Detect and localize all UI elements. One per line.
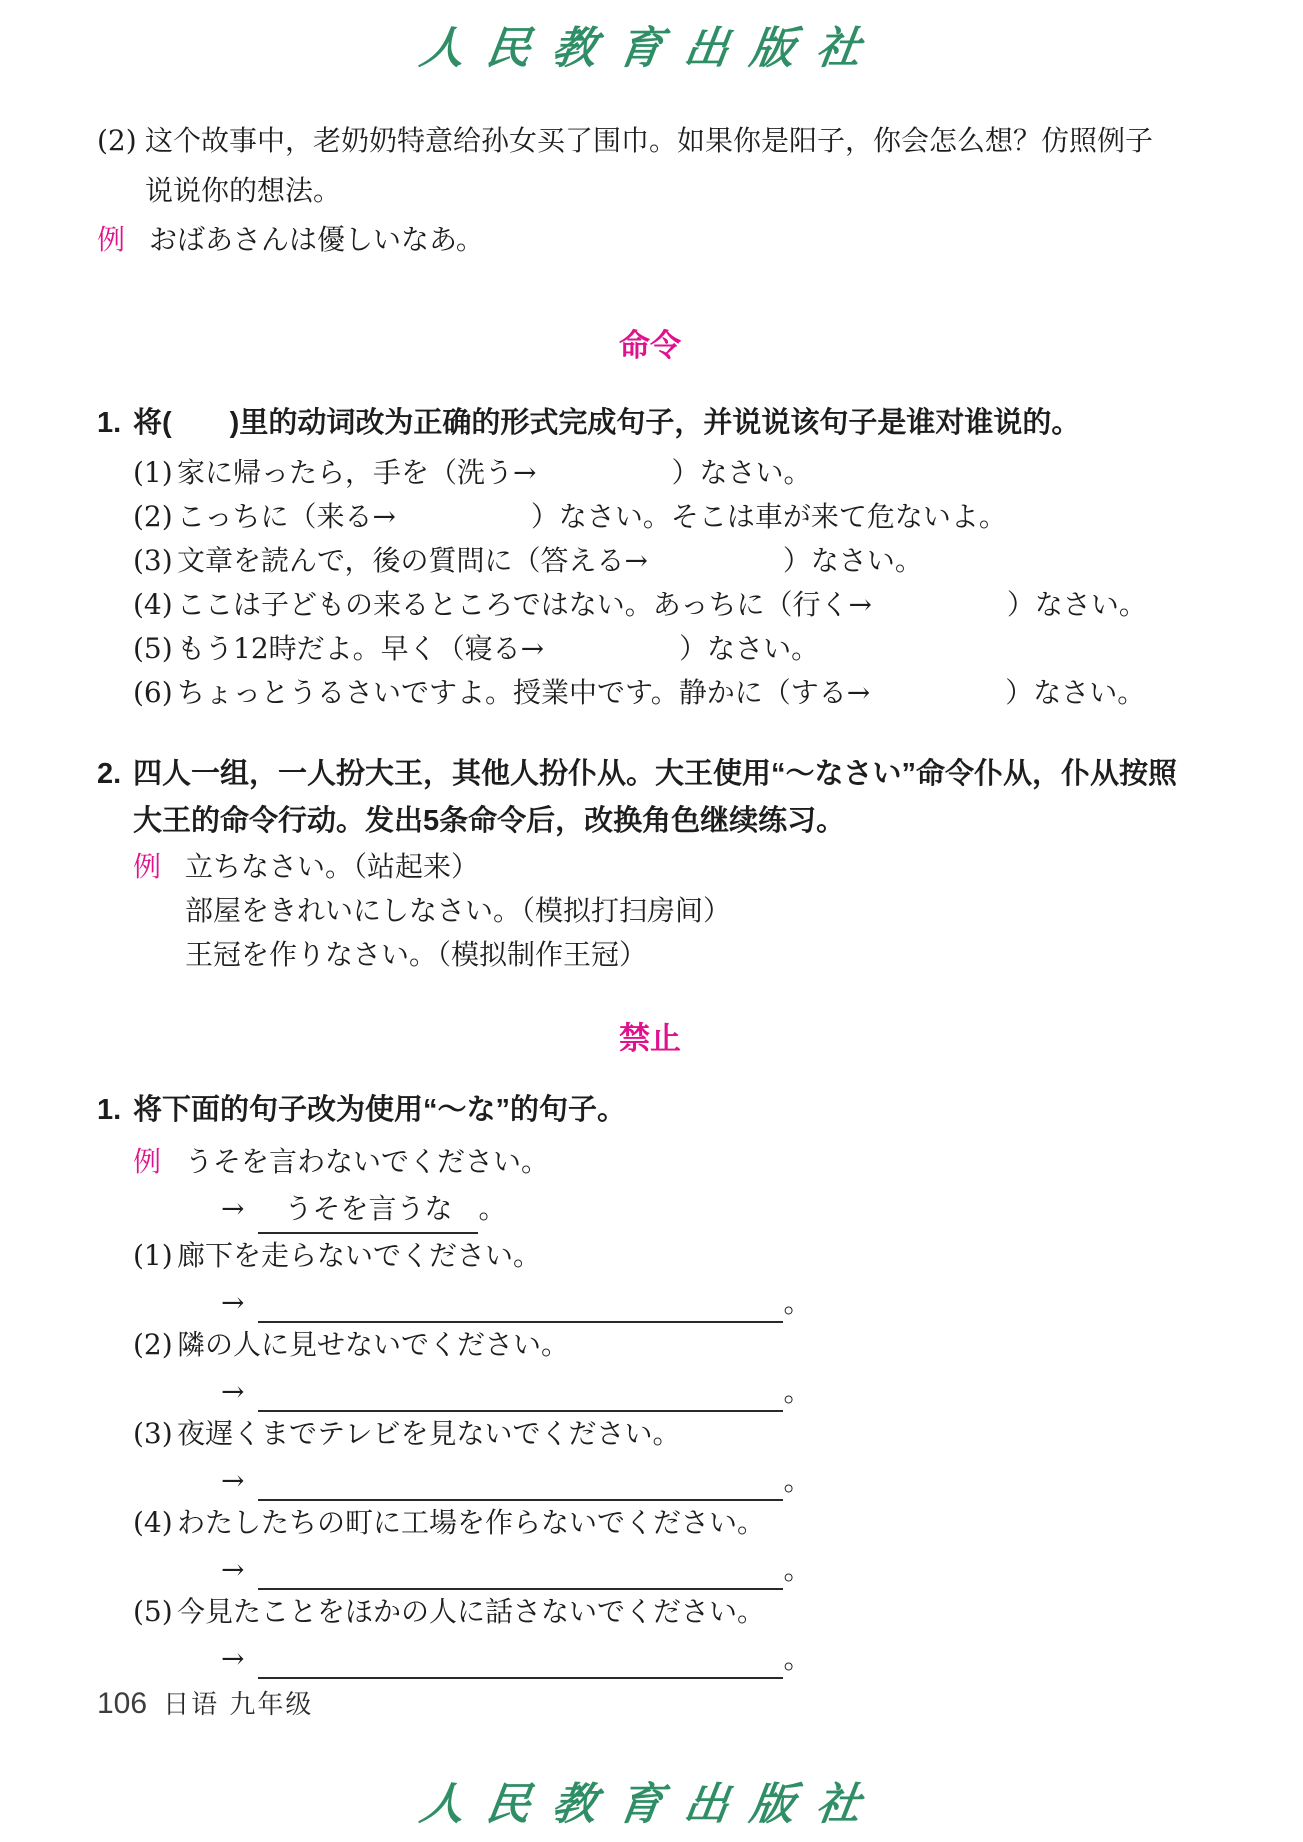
item-label: (4) xyxy=(133,588,173,621)
answer-blank-line xyxy=(258,1641,783,1679)
book-title: 日语 九年级 xyxy=(163,1690,314,1720)
item-text: こっちに（来る→ ）なさい。そこは車が来て危ないよ。 xyxy=(177,500,1007,533)
example-label: 例 xyxy=(133,1145,162,1178)
exercise-item xyxy=(133,451,1203,495)
period: 。 xyxy=(783,1464,812,1497)
exercise-item xyxy=(133,583,1203,627)
section-title-meirei: 命令 xyxy=(619,328,681,363)
answer-blank-line xyxy=(258,1285,783,1323)
example-label: 例 xyxy=(97,223,126,256)
kinshi-example xyxy=(133,1138,1203,1186)
example-answer-underlined: うそを言うな xyxy=(258,1186,478,1234)
answer-blank-line xyxy=(258,1374,783,1412)
exercise-number: 1. xyxy=(97,407,122,439)
kinshi-item xyxy=(133,1323,1203,1412)
arrow-icon: → xyxy=(221,1464,245,1497)
item-label: (1) xyxy=(133,1239,173,1272)
item-label: (6) xyxy=(133,676,173,709)
intro-example-text: おばあさんは優しいなあ。 xyxy=(149,223,484,256)
exercise-item xyxy=(133,495,1203,539)
meirei-ex1-items xyxy=(133,451,1203,715)
period: 。 xyxy=(478,1192,507,1225)
period: 。 xyxy=(783,1375,812,1408)
meirei-ex2-instruction: 四人一组，一人扮大王，其他人扮仆从。大王使用“～なさい”命令仆从，仆从按照大王的命令行动。发出5条命令后，改换角色继续练习。 xyxy=(133,758,1178,837)
intro-line2: 说说你的想法。 xyxy=(145,174,342,207)
publisher-logo-text: 人民教育出版社 xyxy=(416,1779,886,1830)
exercise-number: 2. xyxy=(97,758,122,790)
example-line: 立ちなさい。（站起来） xyxy=(185,850,480,883)
period: 。 xyxy=(783,1642,812,1675)
example-label: 例 xyxy=(133,850,162,883)
answer-blank-line xyxy=(258,1463,783,1501)
arrow-icon: → xyxy=(221,1642,245,1675)
item-label: (2) xyxy=(133,500,173,533)
item-text: ここは子どもの来るところではない。あっちに（行く→ ）なさい。 xyxy=(177,588,1147,621)
kinshi-example-answer xyxy=(221,1186,1203,1234)
section-title-kinshi: 禁止 xyxy=(619,1021,681,1056)
item-sentence: 夜遅くまでテレビを見ないでください。 xyxy=(177,1417,681,1450)
item-label: (4) xyxy=(133,1506,173,1539)
period: 。 xyxy=(783,1553,812,1586)
kinshi-item xyxy=(133,1590,1203,1679)
arrow-icon: → xyxy=(221,1286,245,1319)
item-text: ちょっとうるさいですよ。授業中です。静かに（する→ ）なさい。 xyxy=(177,676,1146,709)
item-label: (5) xyxy=(133,1595,173,1628)
item-sentence: 今見たことをほかの人に話さないでください。 xyxy=(177,1595,766,1628)
item-text: 文章を読んで，後の質問に（答える→ ）なさい。 xyxy=(177,544,923,577)
intro-line1: 这个故事中，老奶奶特意给孙女买了围巾。如果你是阳子，你会怎么想？仿照例子 xyxy=(145,124,1154,157)
item-label: (2) xyxy=(133,1328,173,1361)
meirei-ex2-examples xyxy=(133,845,1203,977)
intro-example xyxy=(97,216,1203,264)
item-label: (5) xyxy=(133,632,173,665)
publisher-logo-bottom xyxy=(0,1768,1303,1832)
arrow-icon: → xyxy=(221,1192,245,1225)
meirei-ex2-heading xyxy=(97,751,1203,845)
meirei-ex1-instruction: 将( )里的动词改为正确的形式完成句子，并说说该句子是谁对谁说的。 xyxy=(133,407,1081,439)
item-label: (1) xyxy=(133,456,173,489)
publisher-logo-top xyxy=(0,0,1303,76)
kinshi-ex1-heading xyxy=(97,1087,1203,1134)
arrow-icon: → xyxy=(221,1375,245,1408)
period: 。 xyxy=(783,1286,812,1319)
kinshi-ex1-body xyxy=(133,1138,1203,1679)
exercise-item xyxy=(133,539,1203,583)
kinshi-item xyxy=(133,1501,1203,1590)
item-label: (3) xyxy=(133,544,173,577)
answer-blank-line xyxy=(258,1552,783,1590)
arrow-icon: → xyxy=(221,1553,245,1586)
kinshi-item xyxy=(133,1234,1203,1323)
page-content xyxy=(97,116,1203,1679)
item-sentence: わたしたちの町に工場を作らないでください。 xyxy=(177,1506,766,1539)
exercise-item xyxy=(133,627,1203,671)
exercise-number: 1. xyxy=(97,1094,122,1126)
kinshi-ex1-instruction: 将下面的句子改为使用“～な”的句子。 xyxy=(133,1094,627,1126)
item-sentence: 隣の人に見せないでください。 xyxy=(177,1328,570,1361)
publisher-logo-text: 人民教育出版社 xyxy=(416,23,886,74)
meirei-ex1-heading xyxy=(97,400,1203,447)
intro-item-label: (2) xyxy=(97,124,137,157)
page-footer xyxy=(97,1684,313,1721)
item-text: もう12時だよ。早く（寝る→ ）なさい。 xyxy=(177,632,820,665)
item-label: (3) xyxy=(133,1417,173,1450)
page-number: 106 xyxy=(97,1687,148,1720)
example-line: 王冠を作りなさい。（模拟制作王冠） xyxy=(185,938,648,971)
example-line: 部屋をきれいにしなさい。（模拟打扫房间） xyxy=(185,894,732,927)
kinshi-item xyxy=(133,1412,1203,1501)
item-text: 家に帰ったら，手を（洗う→ ）なさい。 xyxy=(177,456,812,489)
kinshi-example-sentence: うそを言わないでください。 xyxy=(185,1145,550,1178)
intro-question xyxy=(97,116,1203,264)
exercise-item xyxy=(133,671,1203,715)
item-sentence: 廊下を走らないでください。 xyxy=(177,1239,542,1272)
